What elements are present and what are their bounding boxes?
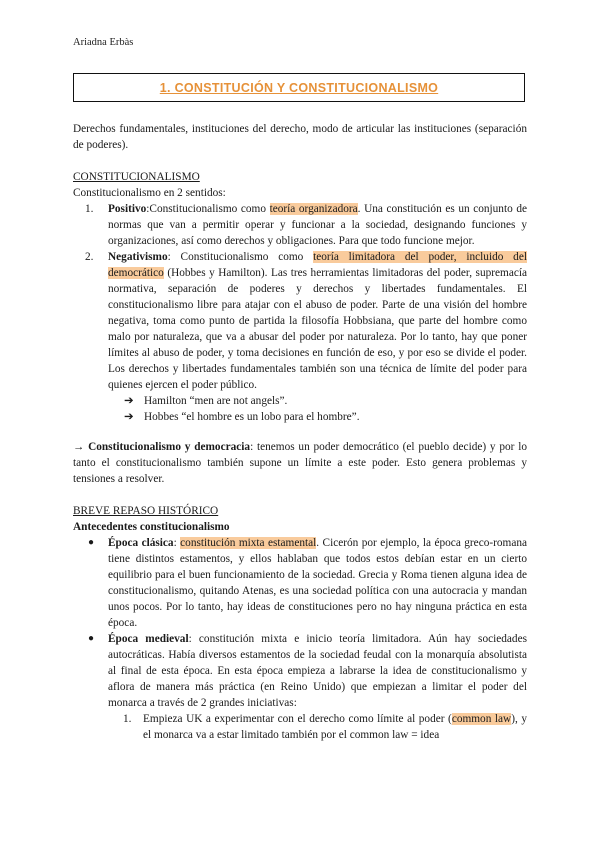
- section-heading-historico: BREVE REPASO HISTÓRICO: [73, 505, 219, 517]
- list-item: [85, 249, 527, 425]
- arrow-icon: ➔: [124, 411, 134, 423]
- term-negativismo: Negativismo: [108, 251, 168, 263]
- term-epoca-medieval: Época medieval: [108, 633, 189, 645]
- item-text: :Constitucionalismo como: [146, 203, 270, 215]
- document-body: [73, 121, 527, 743]
- highlight-teoria-limitadora: teoría limitadora del poder, incluido del democrático: [108, 251, 527, 279]
- item-text: : Constitucionalismo como: [167, 251, 314, 263]
- bullet-icon: ●: [88, 537, 95, 548]
- page-title: 1. CONSTITUCIÓN Y CONSTITUCIONALISMO: [159, 80, 439, 95]
- arrow-list: [108, 393, 527, 425]
- arrow-item: ➔ Hamilton “men are not angels”.: [124, 395, 288, 407]
- highlight-common-law: common law: [451, 713, 512, 725]
- list-marker: 1.: [85, 203, 94, 215]
- list-marker: 2.: [85, 251, 94, 263]
- title-box: [73, 73, 525, 102]
- list-item: [85, 201, 527, 249]
- arrow-icon: ➔: [124, 395, 134, 407]
- subheading-antecedentes: Antecedentes constitucionalismo: [73, 521, 230, 533]
- right-arrow-icon: →: [73, 441, 85, 453]
- iniciativas-list: [108, 711, 527, 743]
- epocas-list: [73, 535, 527, 743]
- list-item: ● Época clásica: constitución mixta estamental. Cicerón por ejemplo, la época greco-romana tiene distintos estamentos, y ellos hablaban que todos estos debían estar en un cierto equilibrio para el buen funcionamiento de la sociedad. Grecia y Roma tienen alguna idea de constitucionalismo, quitando Atenas, es una sociedad política con una autocracia y mandan unos pocos. Por lo tanto, hay ideas de constituciones pero no hay ninguna práctica en esta época.: [88, 537, 527, 629]
- item-text: . Una constitución es un conjunto de normas que van a permitir operar y funcionar a la sociedad, designando funciones y organizaciones, así como derechos y obligaciones. Para que todo funcione mejor.: [108, 203, 527, 247]
- highlight-constitucion-mixta: constitución mixta estamental: [180, 537, 317, 549]
- list-item: ● Época medieval: constitución mixta e inicio teoría limitadora. Aún hay sociedades autocráticas. Había diversos estamentos de la sociedad feudal con la monarquía absolutista al final de esta época. En esta época empieza a labrarse la idea de constitucionalismo y aflora de manera más práctica (en Reino Unido) que empiezan a limitar el poder del monarca a través de 2 grandes iniciativas: 1. Empieza UK a experimentar con el derecho como límite al poder (common law), y el monarca va a estar limitado también por el common law = idea: [88, 633, 528, 741]
- list-marker: 1.: [123, 713, 132, 725]
- bullet-icon: ●: [88, 633, 95, 644]
- item-text: (Hobbes y Hamilton). Las tres herramientas limitadoras del poder, supremacía normativa, separación de poderes y derechos y libertades fundamentales. El constitucionalismo libre para atajar con el abuso de poder. Parte de una visión del hombre negativa, toma como punto de partida la filosofía Hobbsiana, que parte del hombre como malo por naturaleza, que va a abusar del poder por naturaleza. Por lo tanto, hay que poner límites al abuso de poder, y toma decisiones en función de eso, y por eso se divide el poder. Los derechos y libertades fundamentales también son una técnica de límite del poder para quienes ejercen el poder público.: [108, 267, 527, 391]
- sentidos-list: [73, 201, 527, 425]
- term-positivo: Positivo: [108, 203, 147, 215]
- highlight-teoria-organizadora: teoría organizadora: [269, 203, 358, 215]
- term-constitucionalismo-democracia: Constitucionalismo y democracia: [88, 441, 251, 453]
- democracy-paragraph: → Constitucionalismo y democracia: tenemos un poder democrático (el pueblo decide) y por lo tanto el constitucionalismo también supone un límite a este poder. Esto genera problemas y tensiones a resolver.: [73, 441, 527, 485]
- intro-paragraph: Derechos fundamentales, instituciones del derecho, modo de articular las instituciones (separación de poderes).: [73, 123, 527, 151]
- term-epoca-clasica: Época clásica: [108, 537, 174, 549]
- section-subtitle: Constitucionalismo en 2 sentidos:: [73, 187, 226, 199]
- section-heading-constitucionalismo: CONSTITUCIONALISMO: [73, 171, 200, 183]
- author-header: Ariadna Erbàs: [73, 37, 134, 48]
- arrow-item: ➔ Hobbes “el hombre es un lobo para el hombre”.: [124, 411, 360, 423]
- list-item: 1. Empieza UK a experimentar con el derecho como límite al poder (common law), y el monarca va a estar limitado también por el common law = idea: [123, 713, 528, 741]
